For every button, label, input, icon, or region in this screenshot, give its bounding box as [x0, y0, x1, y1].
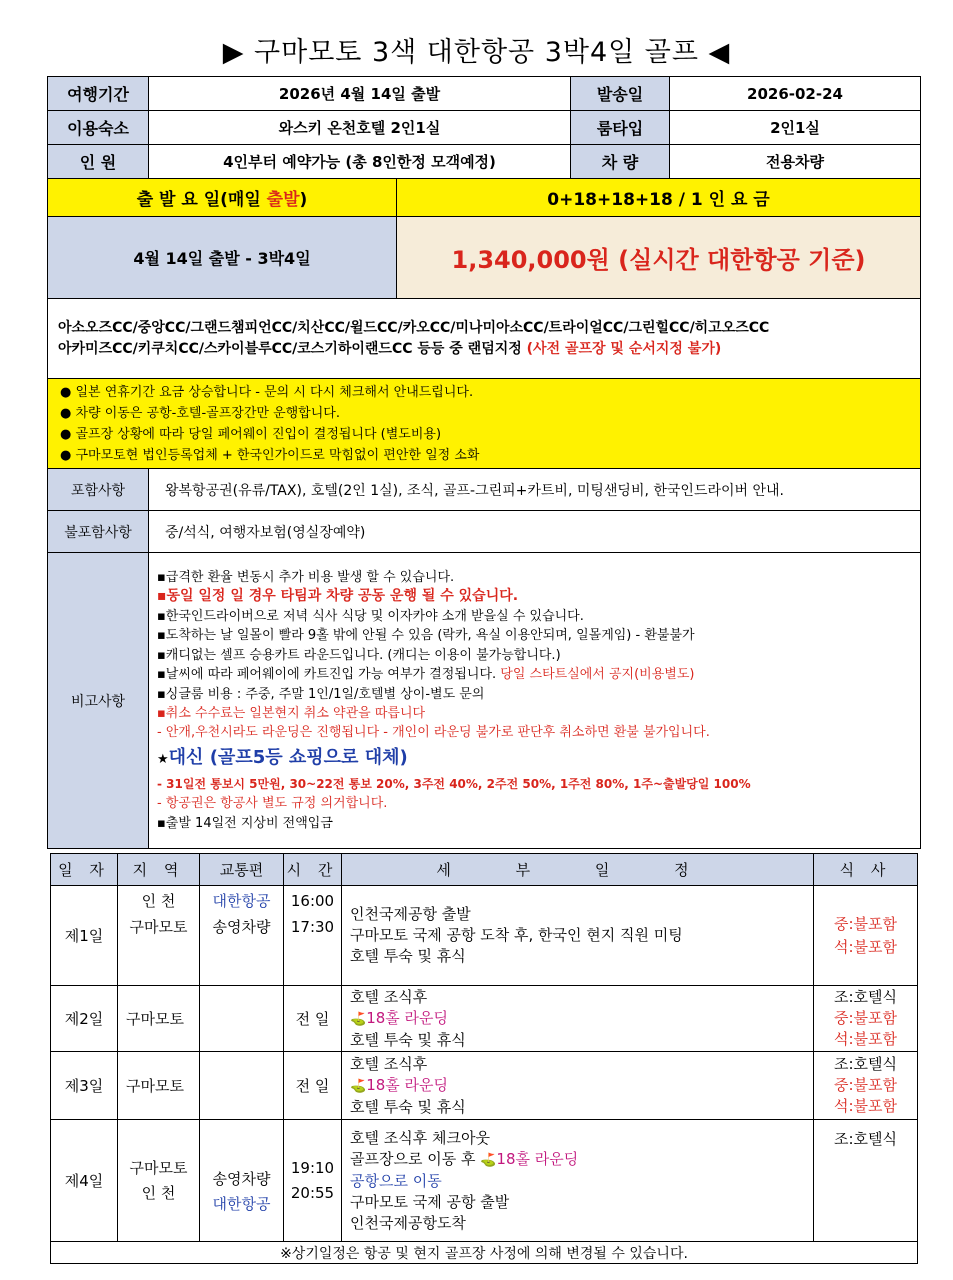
people-label: 인 원 [48, 145, 149, 179]
page-title: ▶ 구마모토 3색 대한항공 3박4일 골프 ◀ [222, 37, 731, 68]
courses-line: 아카미즈CC/키쿠치CC/스카이블루CC/코스기하이랜드CC 등등 중 랜덤지정 (사전 골프장 및 순서지정 불가) [58, 340, 722, 357]
day-label: 제3일 [51, 1052, 118, 1120]
header-time: 시 간 [284, 854, 342, 886]
region-cell: 구마모토 [118, 986, 200, 1052]
detail-cell: 인천국제공항 출발 구마모토 국제 공항 도착 후, 한국인 현지 직원 미팅 호텔 투숙 및 휴식 [342, 886, 814, 986]
hotel-value: 와스키 온천호텔 2인1실 [149, 111, 571, 145]
exclude-value: 중/석식, 여행자보험(영실장예약) [149, 511, 921, 553]
remark-item: ▪동일 일정 일 경우 타팀과 차량 공동 운행 될 수 있습니다. [157, 588, 519, 605]
exclude-label: 불포함사항 [48, 511, 149, 553]
period-label: 여행기간 [48, 77, 149, 111]
remark-item: ★대신 (골프5등 쇼핑으로 대체) [157, 746, 408, 768]
notice-item: ● 일본 연휴기간 요금 상승합니다 - 문의 시 다시 체크해서 안내드립니다. [60, 384, 474, 400]
transport-cell: 대한항공 송영차량 [200, 886, 284, 986]
trip-info-table [47, 76, 921, 849]
detail-cell: 호텔 조식후 체크아웃 골프장으로 이동 후 ⛳18홀 라운딩 공항으로 이동 구마모토 국제 공항 출발 인천국제공항도착 [342, 1120, 814, 1242]
room-type-label: 룸타입 [571, 111, 670, 145]
departure-value: 4월 14일 출발 - 3박4일 [48, 217, 397, 299]
golf-courses [48, 299, 921, 379]
time-cell: 전 일 [284, 986, 342, 1052]
price-value: 1,340,000원 (실시간 대한항공 기준) [397, 217, 921, 299]
meal-cell: 조:호텔식 중:불포함 석:불포함 [814, 1052, 918, 1120]
remarks-label: 비고사항 [48, 553, 149, 849]
remark-item: - 항공권은 항공사 별도 규정 의거합니다. [157, 796, 388, 812]
send-date-value: 2026-02-24 [670, 77, 921, 111]
notice-item: ● 골프장 상황에 따라 당일 페어웨이 진입이 결정됩니다 (별도비용) [60, 426, 442, 442]
schedule-footer-note: ※상기일정은 항공 및 현지 골프장 사정에 의해 변경될 수 있습니다. [51, 1242, 918, 1264]
send-date-label: 발송일 [571, 77, 670, 111]
remarks-list [149, 553, 921, 849]
meal-cell: 중:불포함 석:불포함 [814, 886, 918, 986]
remark-item: - 안개,우천시라도 라운딩은 진행됩니다 - 개인이 라운딩 불가로 판단후 취소하면 환불 불가입니다. [157, 725, 710, 741]
transport-cell [200, 1052, 284, 1120]
include-value: 왕복항공권(유류/TAX), 호텔(2인 1실), 조식, 골프-그린피+카트비, 미팅샌딩비, 한국인드라이버 안내. [149, 469, 921, 511]
golf-flag-icon: ⛳ [350, 1011, 367, 1027]
golf-flag-icon: ⛳ [350, 1078, 367, 1094]
transport-cell: 송영차량 대한항공 [200, 1120, 284, 1242]
time-cell: 19:10 20:55 [284, 1120, 342, 1242]
golf-flag-icon: ⛳ [480, 1152, 497, 1168]
remark-item: ▪날씨에 따라 페어웨이에 카트진입 가능 여부가 결정됩니다. 당일 스타트실에서 공지(비용별도) [157, 667, 695, 683]
remark-item: - 31일전 통보시 5만원, 30~22전 통보 20%, 3주전 40%, 2주전 50%, 1주전 80%, 1주~출발당일 100% [157, 776, 751, 791]
courses-line: 아소오즈CC/중앙CC/그랜드챔피언CC/치산CC/윌드CC/카오CC/미나미아소CC/트라이얼CC/그린힐CC/히고오즈CC [58, 319, 770, 336]
region-cell: 구마모토 인 천 [118, 1120, 200, 1242]
header-transport: 교통편 [200, 854, 284, 886]
meal-cell: 조:호텔식 중:불포함 석:불포함 [814, 986, 918, 1052]
header-meals: 식 사 [814, 854, 918, 886]
detail-cell: 호텔 조식후 ⛳18홀 라운딩 호텔 투숙 및 휴식 [342, 986, 814, 1052]
detail-cell: 호텔 조식후 ⛳18홀 라운딩 호텔 투숙 및 휴식 [342, 1052, 814, 1120]
remark-item: ▪캐디없는 셀프 승용카트 라운드입니다. (캐디는 이용이 불가능합니다.) [157, 647, 561, 663]
people-value: 4인부터 예약가능 (총 8인한정 모객예정) [149, 145, 571, 179]
header-day: 일 자 [51, 854, 118, 886]
hotel-label: 이용숙소 [48, 111, 149, 145]
region-cell: 구마모토 [118, 1052, 200, 1120]
notice-item: ● 구마모토현 법인등록업체 + 한국인가이드로 막힘없이 편안한 일정 소화 [60, 447, 480, 463]
room-type-value: 2인1실 [670, 111, 921, 145]
transport-cell [200, 986, 284, 1052]
time-cell: 16:00 17:30 [284, 886, 342, 986]
vehicle-label: 차 량 [571, 145, 670, 179]
remark-item: ▪급격한 환율 변동시 추가 비용 발생 할 수 있습니다. [157, 570, 455, 586]
day-label: 제1일 [51, 886, 118, 986]
departure-day-header: 출 발 요 일(매일 출발) [48, 179, 397, 217]
vehicle-value: 전용차량 [670, 145, 921, 179]
region-cell: 인 천 구마모토 [118, 886, 200, 986]
header-details: 세 부 일 정 [342, 854, 814, 886]
notice-box [48, 379, 921, 469]
remark-item: ▪취소 수수료는 일본현지 취소 약관을 따릅니다 [157, 705, 426, 721]
remark-item: ▪한국인드라이버으로 저녁 식사 식당 및 이자카야 소개 받을실 수 있습니다. [157, 608, 584, 624]
header-region: 지 역 [118, 854, 200, 886]
include-label: 포함사항 [48, 469, 149, 511]
day-label: 제2일 [51, 986, 118, 1052]
schedule-table [50, 853, 918, 1264]
remark-item: ▪싱글룸 비용 : 주중, 주말 1인/1일/호텔별 상이-별도 문의 [157, 686, 485, 702]
day-label: 제4일 [51, 1120, 118, 1242]
remark-item: ▪도착하는 날 일몰이 빨라 9홀 밖에 안될 수 있음 (락카, 욕실 이용안되며, 일몰게임) - 환불불가 [157, 628, 695, 644]
period-value: 2026년 4월 14일 출발 [149, 77, 571, 111]
price-header: 0+18+18+18 / 1 인 요 금 [397, 179, 921, 217]
time-cell: 전 일 [284, 1052, 342, 1120]
notice-item: ● 차량 이동은 공항-호텔-골프장간만 운행합니다. [60, 405, 340, 421]
remark-item: ▪출발 14일전 지상비 전액입금 [157, 815, 333, 831]
meal-cell: 조:호텔식 [814, 1120, 918, 1242]
